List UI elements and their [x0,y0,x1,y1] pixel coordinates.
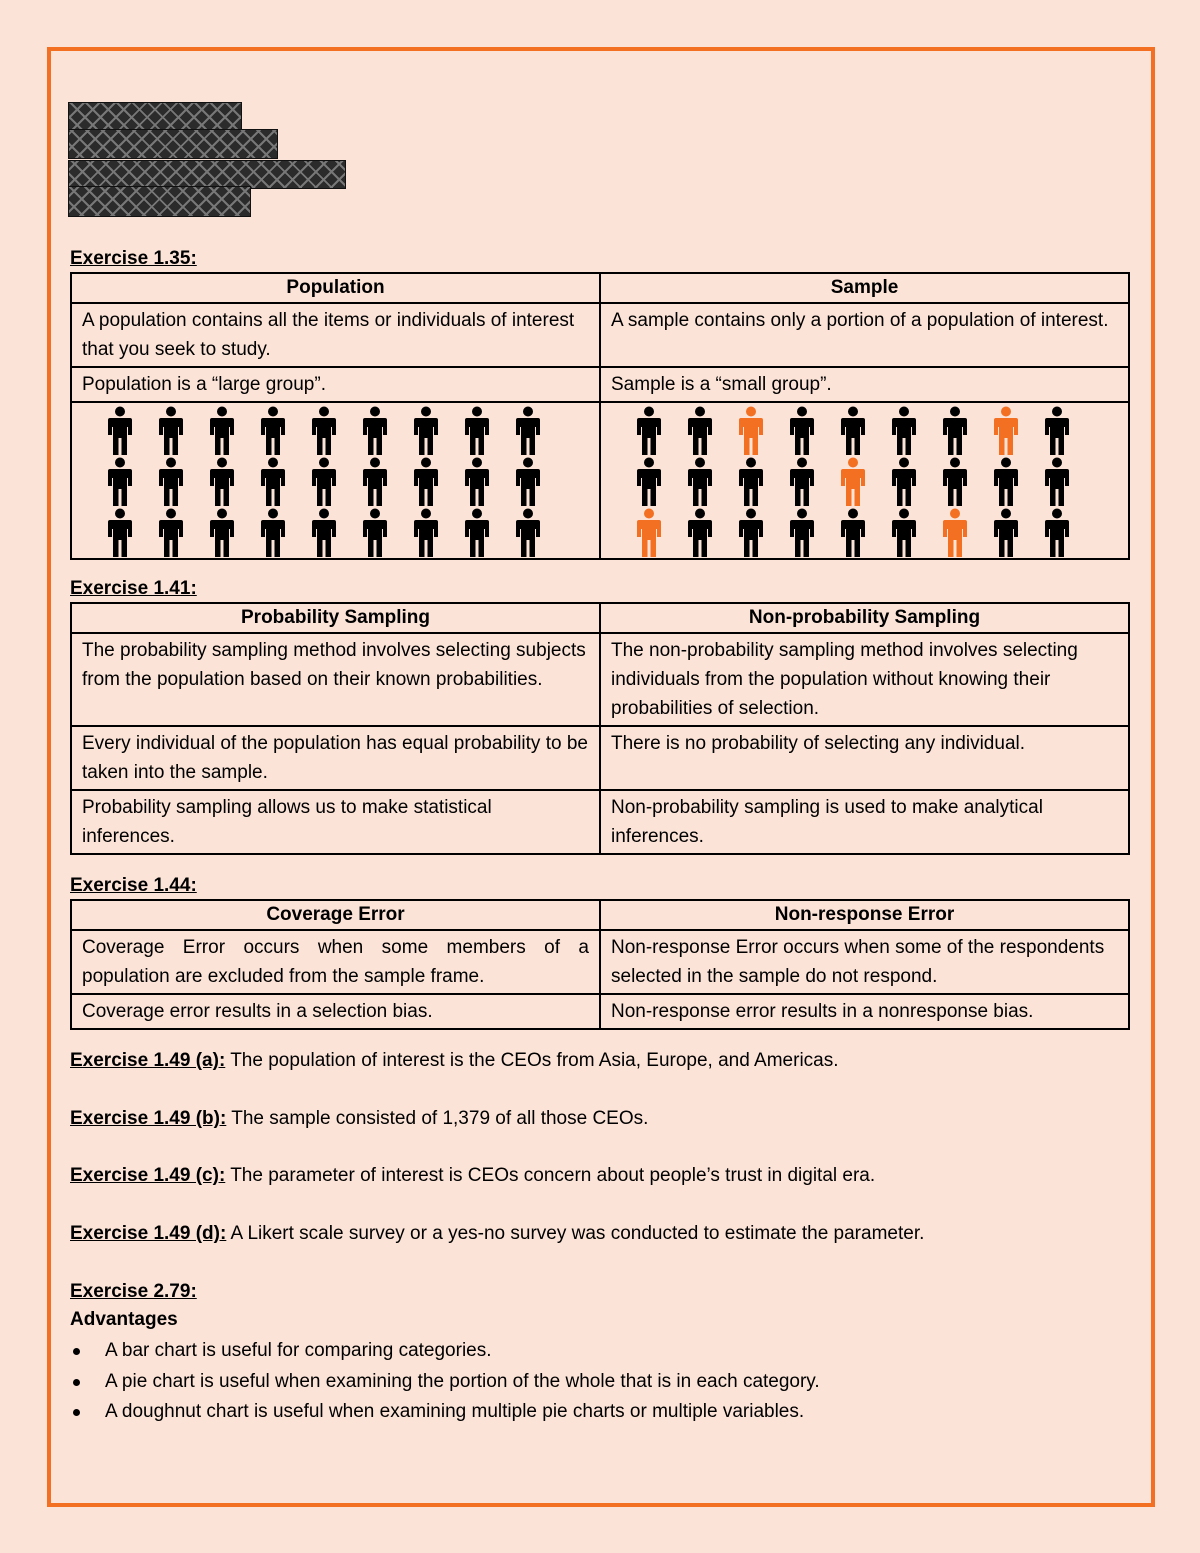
exercise-1-49-b [70,1107,648,1131]
redacted-block [68,102,242,132]
exercise-1-49-d [70,1222,924,1246]
population-description: Population is a “large group”. [71,367,600,402]
person-icon [145,405,196,456]
redacted-block [68,186,251,217]
probability-sampling-definition: The probability sampling method involves selecting subjects from the population based on their known probabilities. [71,633,600,726]
exercise-1-49-b-text: The sample consisted of 1,379 of all those CEOs. [226,1108,649,1129]
person-icon [298,507,349,558]
person-icon [776,507,827,558]
person-icon [196,456,247,507]
person-icon [451,507,502,558]
highlighted-person-icon [725,405,776,456]
person-icon [1031,456,1082,507]
person-icon [502,507,553,558]
person-icon [349,405,400,456]
highlighted-person-icon [623,507,674,558]
coverage-error-bias: Coverage error results in a selection bias. [71,994,600,1029]
person-icon [674,456,725,507]
probability-sampling-header: Probability Sampling [71,603,600,633]
coverage-error-header: Coverage Error [71,900,600,930]
person-icon [674,507,725,558]
highlighted-person-icon [980,405,1031,456]
sample-description: Sample is a “small group”. [600,367,1129,402]
list-item: A pie chart is useful when examining the portion of the whole that is in each category. [70,1367,820,1398]
exercise-1-49-c-text: The parameter of interest is CEOs concern about people’s trust in digital era. [225,1165,876,1186]
non-response-error-header: Non-response Error [600,900,1129,930]
exercise-1-49-c [70,1164,875,1188]
sample-icon-grid [601,403,1128,558]
advantages-list [70,1336,820,1428]
non-probability-sampling-inference: Non-probability sampling is used to make analytical inferences. [600,790,1129,854]
exercise-1-35-heading: Exercise 1.35: [70,248,197,269]
person-icon [623,405,674,456]
non-response-error-definition: Non-response Error occurs when some of the respondents selected in the sample do not respond. [600,930,1129,994]
person-icon [451,405,502,456]
sampling-methods-table [70,602,1130,855]
exercise-1-49-a-text: The population of interest is the CEOs from Asia, Europe, and Americas. [225,1050,839,1071]
list-item: A doughnut chart is useful when examining multiple pie charts or multiple variables. [70,1397,820,1428]
exercise-1-44-heading: Exercise 1.44: [70,875,197,896]
person-icon [400,456,451,507]
exercise-1-49-c-label: Exercise 1.49 (c): [70,1165,226,1186]
person-icon [878,456,929,507]
person-icon [878,405,929,456]
exercise-1-49-d-text: A Likert scale survey or a yes-no survey was conducted to estimate the parameter. [226,1223,925,1244]
person-icon [502,405,553,456]
exercise-1-49-d-label: Exercise 1.49 (d): [70,1223,227,1244]
person-icon [196,405,247,456]
population-icon-grid [72,403,599,558]
person-icon [725,456,776,507]
person-icon [929,456,980,507]
population-header: Population [71,273,600,303]
person-icon [247,405,298,456]
person-icon [980,456,1031,507]
sample-illustration [600,402,1129,559]
exercise-2-79-heading: Exercise 2.79: [70,1281,197,1302]
person-icon [94,456,145,507]
sample-header: Sample [600,273,1129,303]
person-icon [400,507,451,558]
exercise-1-49-a [70,1049,839,1073]
person-icon [1031,507,1082,558]
person-icon [400,405,451,456]
population-definition: A population contains all the items or individuals of interest that you seek to study. [71,303,600,367]
person-icon [247,507,298,558]
person-icon [725,507,776,558]
person-icon [145,507,196,558]
probability-sampling-equal-chance: Every individual of the population has equal probability to be taken into the sample. [71,726,600,790]
person-icon [196,507,247,558]
exercise-1-41-heading: Exercise 1.41: [70,578,197,599]
population-sample-table [70,272,1130,560]
non-probability-sampling-no-chance: There is no probability of selecting any individual. [600,726,1129,790]
redacted-block [68,160,346,189]
person-icon [298,405,349,456]
person-icon [776,456,827,507]
person-icon [145,456,196,507]
non-response-error-bias: Non-response error results in a nonresponse bias. [600,994,1129,1029]
non-probability-sampling-header: Non-probability Sampling [600,603,1129,633]
non-probability-sampling-definition: The non-probability sampling method involves selecting individuals from the population without knowing their probabilities of selection. [600,633,1129,726]
person-icon [502,456,553,507]
highlighted-person-icon [827,456,878,507]
person-icon [980,507,1031,558]
redacted-block [68,129,278,159]
sample-definition: A sample contains only a portion of a population of interest. [600,303,1129,367]
person-icon [94,405,145,456]
person-icon [674,405,725,456]
probability-sampling-inference: Probability sampling allows us to make statistical inferences. [71,790,600,854]
advantages-subheading: Advantages [70,1309,178,1330]
person-icon [776,405,827,456]
population-illustration [71,402,600,559]
list-item: A bar chart is useful for comparing categories. [70,1336,820,1367]
person-icon [349,507,400,558]
person-icon [298,456,349,507]
person-icon [929,405,980,456]
person-icon [878,507,929,558]
person-icon [1031,405,1082,456]
person-icon [827,405,878,456]
person-icon [623,456,674,507]
coverage-error-definition: Coverage Error occurs when some members of a population are excluded from the sample frame. [71,930,600,994]
person-icon [827,507,878,558]
person-icon [349,456,400,507]
exercise-1-49-b-label: Exercise 1.49 (b): [70,1108,227,1129]
highlighted-person-icon [929,507,980,558]
person-icon [94,507,145,558]
exercise-1-49-a-label: Exercise 1.49 (a): [70,1050,226,1071]
survey-errors-table [70,899,1130,1030]
person-icon [247,456,298,507]
person-icon [451,456,502,507]
